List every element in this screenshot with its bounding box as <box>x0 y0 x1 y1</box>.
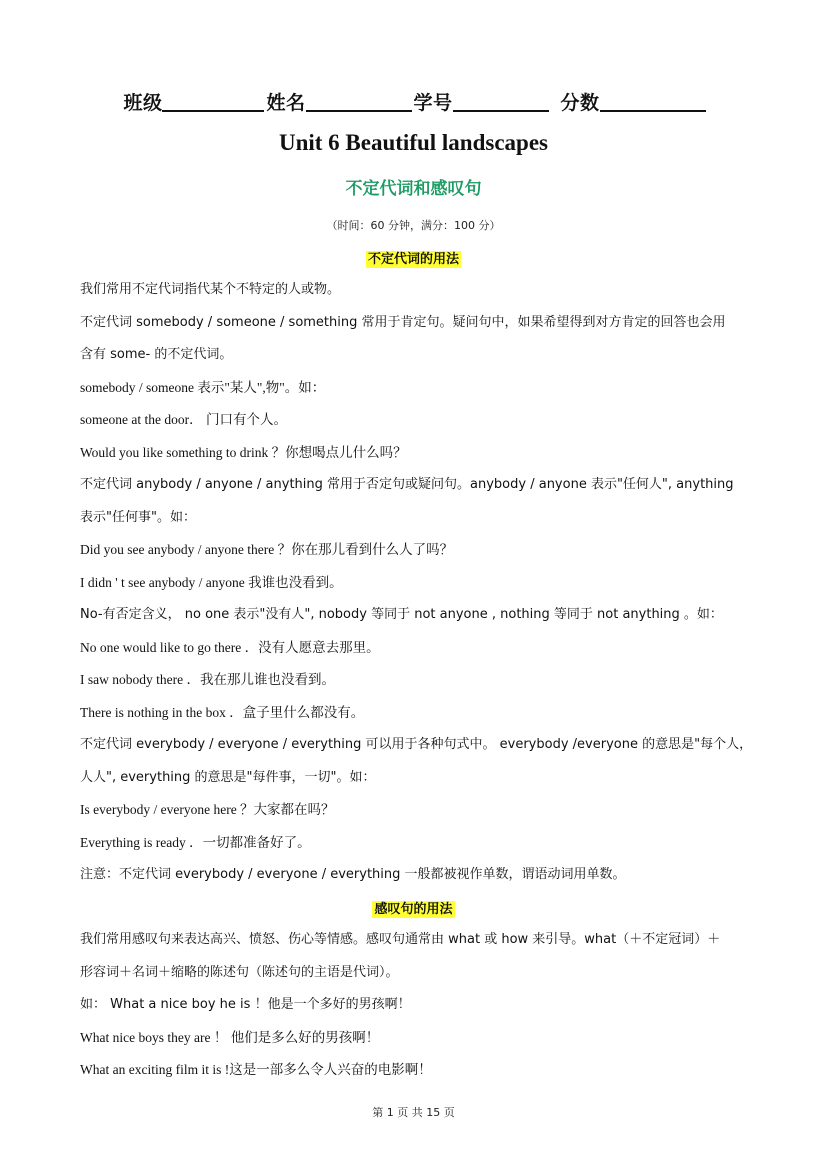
paragraph-line: 不定代词 anybody / anyone / anything 常用于否定句或疑问句。anybody / anyone 表示"任何人", anything <box>80 477 734 492</box>
score-label: 分数 <box>560 92 600 114</box>
section-body-indefinite-pronouns <box>80 274 760 892</box>
example-line: Did you see anybody / anyone there ？你在那儿看到什么人了吗？ <box>80 542 454 557</box>
page-title: Unit 6 Beautiful landscapes <box>278 130 548 155</box>
paragraph-line: 我们常用感叹句来表达高兴、愤怒、伤心等情感。感叹句通常由 what 或 how 来引导。what（＋不定冠词）＋ <box>80 932 721 947</box>
example-line: There is nothing in the box ．盒子里什么都没有。 <box>80 704 365 720</box>
example-line: 如： What a nice boy he is ！他是一个多好的男孩啊！ <box>80 997 411 1012</box>
id-label: 学号 <box>413 92 453 114</box>
paragraph-line: 不定代词 somebody / someone / something 常用于肯定句。疑问句中，如果希望得到对方肯定的回答也会用 <box>80 314 726 330</box>
example-line: No one would like to go there ．没有人愿意去那里。 <box>80 639 380 655</box>
paragraph-line: somebody / someone 表示"某人",物"。如： <box>80 379 326 395</box>
example-line: I didn ' t see anybody / anyone 我谁也没看到。 <box>80 574 343 590</box>
section-heading-text: 不定代词的用法 <box>367 252 459 267</box>
paragraph-line: 含有 some- 的不定代词。 <box>80 347 233 362</box>
student-info-line <box>0 88 827 115</box>
section-heading-text: 感叹句的用法 <box>374 902 453 917</box>
section-heading-indefinite-pronouns <box>0 248 827 267</box>
exam-meta: （时间：60 分钟，满分：100 分） <box>326 219 501 232</box>
name-blank[interactable] <box>306 90 412 112</box>
score-blank[interactable] <box>600 90 706 112</box>
example-line: What nice boys they are ！ 他们是多么好的男孩啊！ <box>80 1029 380 1045</box>
paragraph-line: No-有否定含义， no one 表示"没有人", nobody 等同于 not anyone , nothing 等同于 not anything 。如： <box>80 607 723 622</box>
example-line: Is everybody / everyone here ？大家都在吗？ <box>80 802 335 817</box>
page-number: 第 1 页 共 15 页 <box>372 1106 455 1119</box>
id-blank[interactable] <box>453 90 549 112</box>
example-line: someone at the door． 门口有个人。 <box>80 412 287 427</box>
class-label: 班级 <box>123 92 163 114</box>
paragraph-line: 形容词＋名词＋缩略的陈述句（陈述句的主语是代词）。 <box>80 964 399 980</box>
example-line: Everything is ready ．一切都准备好了。 <box>80 834 311 850</box>
note-line: 注意：不定代词 everybody / everyone / everything 一般都被视作单数，谓语动词用单数。 <box>80 867 626 882</box>
paragraph-line: 表示"任何事"。如： <box>80 509 196 525</box>
section-heading-exclamations <box>0 898 827 917</box>
name-label: 姓名 <box>266 92 306 114</box>
example-line: I saw nobody there ．我在那儿谁也没看到。 <box>80 672 335 687</box>
example-line: What an exciting film it is !这是一部多么令人兴奋的电影啊！ <box>80 1062 432 1077</box>
class-blank[interactable] <box>162 90 264 112</box>
paragraph-line: 人人", everything 的意思是"每件事，一切"。如： <box>80 769 376 785</box>
section-body-exclamations <box>80 924 760 1087</box>
example-line: Would you like something to drink ？你想喝点儿什么吗？ <box>80 444 407 460</box>
paragraph-line: 我们常用不定代词指代某个不特定的人或物。 <box>80 282 341 297</box>
paragraph-line: 不定代词 everybody / everyone / everything 可以用于各种句式中。 everybody /everyone 的意思是"每个人， <box>80 737 753 752</box>
page-subtitle: 不定代词和感叹句 <box>345 179 482 199</box>
